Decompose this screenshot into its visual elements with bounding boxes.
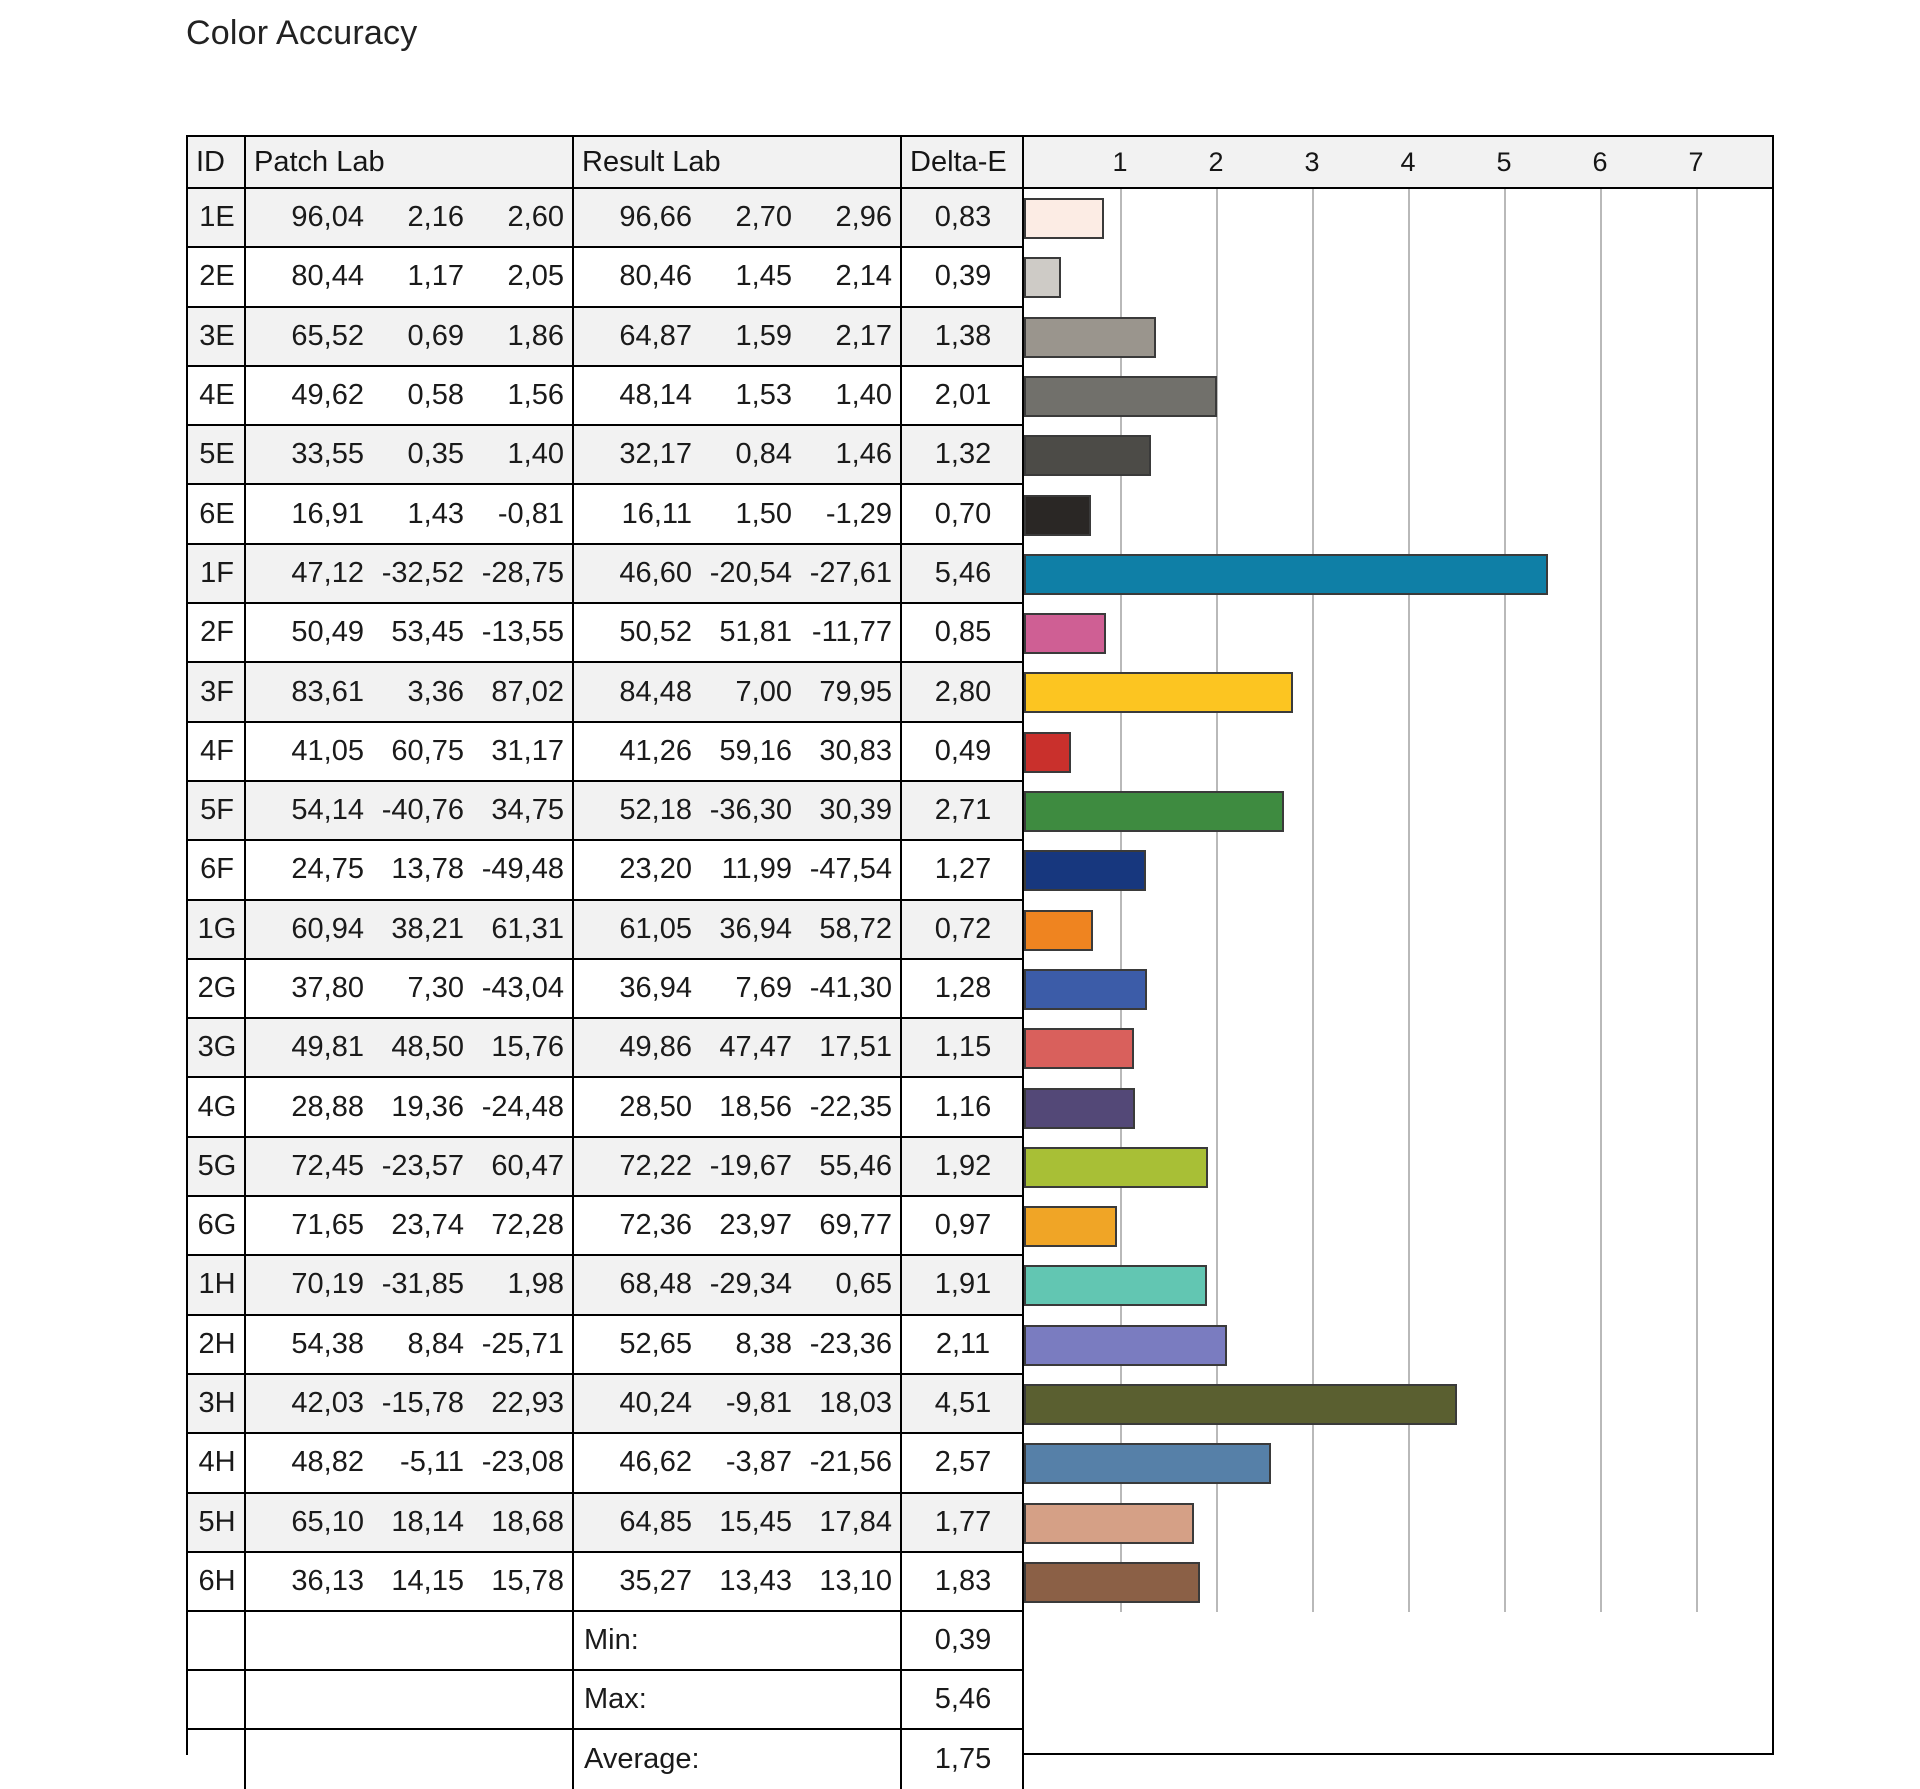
summary-value-min: 0,39 bbox=[902, 1612, 1024, 1671]
summary-label-max: Max: bbox=[574, 1671, 902, 1730]
cell-patch-lab: 50,49 53,45 -13,55 bbox=[246, 604, 574, 663]
cell-delta-e: 1,16 bbox=[902, 1078, 1024, 1137]
row-divider-3 bbox=[900, 841, 902, 900]
cell-result-lab: 40,24 -9,81 18,03 bbox=[574, 1375, 902, 1434]
bar-track bbox=[1024, 1138, 1772, 1197]
x-tick-5: 5 bbox=[1496, 147, 1512, 177]
cell-id: 1E bbox=[188, 189, 246, 248]
summary-divider-1 bbox=[244, 1730, 246, 1789]
row-divider-3 bbox=[900, 1197, 902, 1256]
bar-1F bbox=[1024, 554, 1548, 595]
cell-result-lab: 32,17 0,84 1,46 bbox=[574, 426, 902, 485]
cell-id: 2H bbox=[188, 1316, 246, 1375]
column-header-id: ID bbox=[196, 146, 225, 178]
bar-2G bbox=[1024, 969, 1147, 1010]
bar-2E bbox=[1024, 257, 1061, 298]
bar-track bbox=[1024, 308, 1772, 367]
cell-delta-e: 1,32 bbox=[902, 426, 1024, 485]
row-divider-2 bbox=[572, 1019, 574, 1078]
cell-patch-lab: 65,10 18,14 18,68 bbox=[246, 1494, 574, 1553]
row-divider-2 bbox=[572, 1434, 574, 1493]
summary-divider-4 bbox=[1022, 1671, 1024, 1730]
bar-4H bbox=[1024, 1443, 1271, 1484]
bar-track bbox=[1024, 1316, 1772, 1375]
cell-id: 2F bbox=[188, 604, 246, 663]
cell-id: 6G bbox=[188, 1197, 246, 1256]
cell-patch-lab: 65,52 0,69 1,86 bbox=[246, 308, 574, 367]
summary-divider-1 bbox=[244, 1671, 246, 1730]
cell-id: 5E bbox=[188, 426, 246, 485]
cell-delta-e: 0,85 bbox=[902, 604, 1024, 663]
row-divider-1 bbox=[244, 604, 246, 663]
cell-patch-lab: 80,44 1,17 2,05 bbox=[246, 248, 574, 307]
cell-delta-e: 4,51 bbox=[902, 1375, 1024, 1434]
x-tick-4: 4 bbox=[1400, 147, 1416, 177]
cell-result-lab: 72,22 -19,67 55,46 bbox=[574, 1138, 902, 1197]
cell-result-lab: 36,94 7,69 -41,30 bbox=[574, 960, 902, 1019]
row-divider-1 bbox=[244, 1375, 246, 1434]
bar-2H bbox=[1024, 1325, 1227, 1366]
bar-3G bbox=[1024, 1028, 1134, 1069]
cell-delta-e: 0,97 bbox=[902, 1197, 1024, 1256]
summary-divider-2 bbox=[572, 1612, 574, 1671]
cell-patch-lab: 54,38 8,84 -25,71 bbox=[246, 1316, 574, 1375]
cell-id: 5F bbox=[188, 782, 246, 841]
row-divider-3 bbox=[900, 1138, 902, 1197]
summary-row-min bbox=[188, 1612, 1772, 1671]
bar-2F bbox=[1024, 613, 1106, 654]
cell-delta-e: 2,01 bbox=[902, 367, 1024, 426]
summary-label-min: Min: bbox=[574, 1612, 902, 1671]
bar-6H bbox=[1024, 1562, 1200, 1603]
bar-track bbox=[1024, 1019, 1772, 1078]
row-divider-3 bbox=[900, 426, 902, 485]
bar-track bbox=[1024, 486, 1772, 545]
cell-id: 1H bbox=[188, 1256, 246, 1315]
bar-3F bbox=[1024, 672, 1293, 713]
bar-track bbox=[1024, 1375, 1772, 1434]
cell-patch-lab: 83,61 3,36 87,02 bbox=[246, 663, 574, 722]
cell-result-lab: 49,86 47,47 17,51 bbox=[574, 1019, 902, 1078]
row-divider-3 bbox=[900, 248, 902, 307]
cell-result-lab: 48,14 1,53 1,40 bbox=[574, 367, 902, 426]
header-divider-4 bbox=[1022, 137, 1024, 187]
summary-divider-2 bbox=[572, 1730, 574, 1789]
row-divider-1 bbox=[244, 1553, 246, 1612]
summary-divider-4 bbox=[1022, 1730, 1024, 1789]
bar-track bbox=[1024, 663, 1772, 722]
cell-delta-e: 0,70 bbox=[902, 485, 1024, 544]
row-divider-2 bbox=[572, 367, 574, 426]
row-divider-3 bbox=[900, 901, 902, 960]
x-tick-2: 2 bbox=[1208, 147, 1224, 177]
row-divider-3 bbox=[900, 960, 902, 1019]
row-divider-2 bbox=[572, 308, 574, 367]
row-divider-1 bbox=[244, 485, 246, 544]
row-divider-1 bbox=[244, 960, 246, 1019]
cell-id: 1F bbox=[188, 545, 246, 604]
row-divider-3 bbox=[900, 1019, 902, 1078]
header-divider-3 bbox=[900, 137, 902, 187]
bar-3H bbox=[1024, 1384, 1457, 1425]
cell-id: 6H bbox=[188, 1553, 246, 1612]
row-divider-2 bbox=[572, 1197, 574, 1256]
cell-id: 2E bbox=[188, 248, 246, 307]
bar-track bbox=[1024, 604, 1772, 663]
cell-result-lab: 84,48 7,00 79,95 bbox=[574, 663, 902, 722]
row-divider-3 bbox=[900, 1553, 902, 1612]
cell-patch-lab: 42,03 -15,78 22,93 bbox=[246, 1375, 574, 1434]
row-divider-2 bbox=[572, 189, 574, 248]
row-divider-3 bbox=[900, 1078, 902, 1137]
summary-divider-1 bbox=[244, 1612, 246, 1671]
row-divider-3 bbox=[900, 782, 902, 841]
bar-track bbox=[1024, 545, 1772, 604]
column-header-result-lab: Result Lab bbox=[582, 146, 721, 178]
bar-6G bbox=[1024, 1206, 1117, 1247]
cell-delta-e: 2,80 bbox=[902, 663, 1024, 722]
bar-5F bbox=[1024, 791, 1284, 832]
cell-delta-e: 2,71 bbox=[902, 782, 1024, 841]
cell-patch-lab: 71,65 23,74 72,28 bbox=[246, 1197, 574, 1256]
bar-1H bbox=[1024, 1265, 1207, 1306]
row-divider-3 bbox=[900, 1434, 902, 1493]
cell-delta-e: 1,83 bbox=[902, 1553, 1024, 1612]
row-divider-1 bbox=[244, 248, 246, 307]
summary-blank-id bbox=[188, 1671, 246, 1730]
bar-4G bbox=[1024, 1088, 1135, 1129]
cell-patch-lab: 24,75 13,78 -49,48 bbox=[246, 841, 574, 900]
row-divider-2 bbox=[572, 1494, 574, 1553]
column-header-patch-lab: Patch Lab bbox=[254, 146, 385, 178]
row-divider-3 bbox=[900, 1316, 902, 1375]
cell-id: 5H bbox=[188, 1494, 246, 1553]
cell-result-lab: 61,05 36,94 58,72 bbox=[574, 901, 902, 960]
summary-divider-3 bbox=[900, 1612, 902, 1671]
row-divider-1 bbox=[244, 1019, 246, 1078]
cell-id: 4G bbox=[188, 1078, 246, 1137]
cell-patch-lab: 16,91 1,43 -0,81 bbox=[246, 485, 574, 544]
row-divider-2 bbox=[572, 604, 574, 663]
bar-track bbox=[1024, 189, 1772, 248]
row-divider-1 bbox=[244, 189, 246, 248]
cell-delta-e: 1,28 bbox=[902, 960, 1024, 1019]
row-divider-1 bbox=[244, 545, 246, 604]
cell-delta-e: 1,77 bbox=[902, 1494, 1024, 1553]
row-divider-2 bbox=[572, 841, 574, 900]
cell-id: 3G bbox=[188, 1019, 246, 1078]
bar-track bbox=[1024, 723, 1772, 782]
x-tick-6: 6 bbox=[1592, 147, 1608, 177]
bar-track bbox=[1024, 1553, 1772, 1612]
cell-result-lab: 68,48 -29,34 0,65 bbox=[574, 1256, 902, 1315]
row-divider-3 bbox=[900, 1494, 902, 1553]
bar-track bbox=[1024, 1197, 1772, 1256]
bar-track bbox=[1024, 901, 1772, 960]
row-divider-2 bbox=[572, 901, 574, 960]
row-divider-2 bbox=[572, 426, 574, 485]
bar-track bbox=[1024, 1256, 1772, 1315]
cell-id: 1G bbox=[188, 901, 246, 960]
summary-row-average bbox=[188, 1730, 1772, 1789]
cell-patch-lab: 47,12 -32,52 -28,75 bbox=[246, 545, 574, 604]
cell-id: 6F bbox=[188, 841, 246, 900]
cell-patch-lab: 41,05 60,75 31,17 bbox=[246, 723, 574, 782]
row-divider-3 bbox=[900, 604, 902, 663]
cell-result-lab: 72,36 23,97 69,77 bbox=[574, 1197, 902, 1256]
cell-result-lab: 50,52 51,81 -11,77 bbox=[574, 604, 902, 663]
header-divider-1 bbox=[244, 137, 246, 187]
row-divider-1 bbox=[244, 1256, 246, 1315]
row-divider-3 bbox=[900, 1256, 902, 1315]
cell-id: 3E bbox=[188, 308, 246, 367]
row-divider-2 bbox=[572, 723, 574, 782]
cell-delta-e: 0,49 bbox=[902, 723, 1024, 782]
table-header-row bbox=[188, 137, 1772, 189]
bar-track bbox=[1024, 960, 1772, 1019]
x-tick-3: 3 bbox=[1304, 147, 1320, 177]
summary-rows bbox=[188, 1612, 1772, 1789]
row-divider-2 bbox=[572, 1138, 574, 1197]
row-divider-2 bbox=[572, 248, 574, 307]
summary-blank-patch bbox=[246, 1612, 574, 1671]
cell-patch-lab: 33,55 0,35 1,40 bbox=[246, 426, 574, 485]
row-divider-2 bbox=[572, 960, 574, 1019]
row-divider-1 bbox=[244, 841, 246, 900]
cell-id: 6E bbox=[188, 485, 246, 544]
row-divider-3 bbox=[900, 723, 902, 782]
row-divider-3 bbox=[900, 189, 902, 248]
row-divider-1 bbox=[244, 1434, 246, 1493]
cell-delta-e: 5,46 bbox=[902, 545, 1024, 604]
cell-patch-lab: 28,88 19,36 -24,48 bbox=[246, 1078, 574, 1137]
cell-result-lab: 80,46 1,45 2,14 bbox=[574, 248, 902, 307]
cell-id: 4H bbox=[188, 1434, 246, 1493]
row-divider-3 bbox=[900, 485, 902, 544]
summary-value-max: 5,46 bbox=[902, 1671, 1024, 1730]
color-accuracy-chart bbox=[186, 135, 1774, 1776]
cell-result-lab: 52,65 8,38 -23,36 bbox=[574, 1316, 902, 1375]
cell-id: 2G bbox=[188, 960, 246, 1019]
cell-patch-lab: 48,82 -5,11 -23,08 bbox=[246, 1434, 574, 1493]
row-divider-2 bbox=[572, 1553, 574, 1612]
bar-plot-area bbox=[1024, 189, 1772, 1612]
row-divider-3 bbox=[900, 308, 902, 367]
row-divider-2 bbox=[572, 545, 574, 604]
cell-result-lab: 46,60 -20,54 -27,61 bbox=[574, 545, 902, 604]
bar-track bbox=[1024, 841, 1772, 900]
summary-divider-4 bbox=[1022, 1612, 1024, 1671]
cell-delta-e: 1,38 bbox=[902, 308, 1024, 367]
cell-result-lab: 64,85 15,45 17,84 bbox=[574, 1494, 902, 1553]
row-divider-2 bbox=[572, 485, 574, 544]
column-header-delta-e: Delta-E bbox=[910, 146, 1007, 178]
cell-result-lab: 64,87 1,59 2,17 bbox=[574, 308, 902, 367]
row-divider-1 bbox=[244, 1078, 246, 1137]
summary-divider-3 bbox=[900, 1671, 902, 1730]
cell-delta-e: 1,27 bbox=[902, 841, 1024, 900]
row-divider-1 bbox=[244, 1494, 246, 1553]
cell-result-lab: 16,11 1,50 -1,29 bbox=[574, 485, 902, 544]
bar-1E bbox=[1024, 198, 1104, 239]
bar-4F bbox=[1024, 732, 1071, 773]
bar-5E bbox=[1024, 435, 1151, 476]
bar-track bbox=[1024, 248, 1772, 307]
bar-5G bbox=[1024, 1147, 1208, 1188]
x-tick-1: 1 bbox=[1112, 147, 1128, 177]
cell-patch-lab: 49,62 0,58 1,56 bbox=[246, 367, 574, 426]
row-divider-3 bbox=[900, 367, 902, 426]
cell-delta-e: 1,15 bbox=[902, 1019, 1024, 1078]
bar-3E bbox=[1024, 317, 1156, 358]
row-divider-1 bbox=[244, 426, 246, 485]
summary-divider-2 bbox=[572, 1671, 574, 1730]
cell-delta-e: 2,11 bbox=[902, 1316, 1024, 1375]
summary-blank-id bbox=[188, 1612, 246, 1671]
summary-blank-patch bbox=[246, 1671, 574, 1730]
row-divider-1 bbox=[244, 1197, 246, 1256]
bar-5H bbox=[1024, 1503, 1194, 1544]
row-divider-3 bbox=[900, 663, 902, 722]
summary-blank-id bbox=[188, 1730, 246, 1789]
row-divider-2 bbox=[572, 1375, 574, 1434]
bar-track bbox=[1024, 1434, 1772, 1493]
summary-blank-patch bbox=[246, 1730, 574, 1789]
cell-delta-e: 0,39 bbox=[902, 248, 1024, 307]
cell-id: 4F bbox=[188, 723, 246, 782]
cell-result-lab: 41,26 59,16 30,83 bbox=[574, 723, 902, 782]
cell-patch-lab: 72,45 -23,57 60,47 bbox=[246, 1138, 574, 1197]
bar-track bbox=[1024, 1079, 1772, 1138]
row-divider-1 bbox=[244, 367, 246, 426]
x-tick-7: 7 bbox=[1688, 147, 1704, 177]
row-divider-1 bbox=[244, 723, 246, 782]
cell-result-lab: 96,66 2,70 2,96 bbox=[574, 189, 902, 248]
bar-track bbox=[1024, 782, 1772, 841]
summary-divider-3 bbox=[900, 1730, 902, 1789]
row-divider-2 bbox=[572, 1316, 574, 1375]
page-title: Color Accuracy bbox=[186, 14, 418, 52]
bar-6E bbox=[1024, 495, 1091, 536]
row-divider-1 bbox=[244, 308, 246, 367]
row-divider-1 bbox=[244, 901, 246, 960]
row-divider-1 bbox=[244, 782, 246, 841]
cell-patch-lab: 70,19 -31,85 1,98 bbox=[246, 1256, 574, 1315]
cell-patch-lab: 54,14 -40,76 34,75 bbox=[246, 782, 574, 841]
cell-patch-lab: 96,04 2,16 2,60 bbox=[246, 189, 574, 248]
cell-patch-lab: 36,13 14,15 15,78 bbox=[246, 1553, 574, 1612]
bar-1G bbox=[1024, 910, 1093, 951]
row-divider-2 bbox=[572, 782, 574, 841]
cell-result-lab: 28,50 18,56 -22,35 bbox=[574, 1078, 902, 1137]
cell-delta-e: 1,92 bbox=[902, 1138, 1024, 1197]
row-divider-3 bbox=[900, 1375, 902, 1434]
cell-id: 4E bbox=[188, 367, 246, 426]
cell-patch-lab: 49,81 48,50 15,76 bbox=[246, 1019, 574, 1078]
cell-delta-e: 2,57 bbox=[902, 1434, 1024, 1493]
row-divider-2 bbox=[572, 663, 574, 722]
cell-result-lab: 46,62 -3,87 -21,56 bbox=[574, 1434, 902, 1493]
bar-track bbox=[1024, 426, 1772, 485]
cell-id: 5G bbox=[188, 1138, 246, 1197]
bar-track bbox=[1024, 367, 1772, 426]
summary-value-average: 1,75 bbox=[902, 1730, 1024, 1789]
cell-result-lab: 35,27 13,43 13,10 bbox=[574, 1553, 902, 1612]
row-divider-1 bbox=[244, 1316, 246, 1375]
cell-result-lab: 52,18 -36,30 30,39 bbox=[574, 782, 902, 841]
row-divider-2 bbox=[572, 1256, 574, 1315]
cell-delta-e: 0,72 bbox=[902, 901, 1024, 960]
bar-4E bbox=[1024, 376, 1217, 417]
summary-label-average: Average: bbox=[574, 1730, 902, 1789]
cell-delta-e: 0,83 bbox=[902, 189, 1024, 248]
row-divider-2 bbox=[572, 1078, 574, 1137]
summary-row-max bbox=[188, 1671, 1772, 1730]
cell-patch-lab: 37,80 7,30 -43,04 bbox=[246, 960, 574, 1019]
cell-patch-lab: 60,94 38,21 61,31 bbox=[246, 901, 574, 960]
cell-result-lab: 23,20 11,99 -47,54 bbox=[574, 841, 902, 900]
bar-track bbox=[1024, 1494, 1772, 1553]
row-divider-1 bbox=[244, 1138, 246, 1197]
row-divider-3 bbox=[900, 545, 902, 604]
bar-6F bbox=[1024, 850, 1146, 891]
header-divider-2 bbox=[572, 137, 574, 187]
cell-delta-e: 1,91 bbox=[902, 1256, 1024, 1315]
row-divider-1 bbox=[244, 663, 246, 722]
cell-id: 3F bbox=[188, 663, 246, 722]
cell-id: 3H bbox=[188, 1375, 246, 1434]
